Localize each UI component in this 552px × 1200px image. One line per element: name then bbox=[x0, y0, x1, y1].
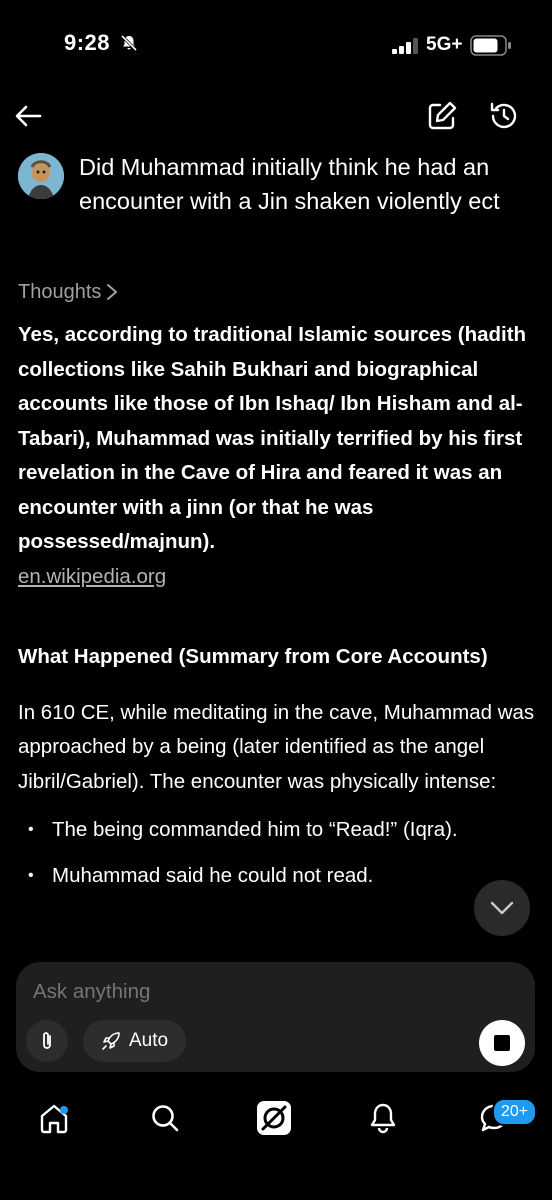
bottom-nav bbox=[0, 1090, 552, 1200]
back-button[interactable] bbox=[12, 100, 44, 132]
home-icon bbox=[38, 1102, 70, 1134]
paperclip-icon bbox=[38, 1030, 56, 1052]
history-button[interactable] bbox=[488, 100, 520, 132]
response-content bbox=[18, 276, 538, 905]
list-item: • Muhammad said he could not read. bbox=[18, 859, 538, 893]
section-paragraph: In 610 CE, while meditating in the cave, Muhammad was approached by a being (later identified as the angel Jibril/Gabriel). The encounter was physically intense: bbox=[18, 700, 535, 793]
nav-home[interactable] bbox=[26, 1090, 82, 1146]
status-bar bbox=[0, 0, 552, 90]
thoughts-label: Thoughts bbox=[18, 281, 102, 303]
attach-button[interactable] bbox=[26, 1020, 68, 1062]
user-avatar bbox=[18, 153, 64, 199]
avatar-image bbox=[18, 153, 64, 199]
signal-icon bbox=[392, 38, 420, 54]
bell-icon bbox=[368, 1102, 398, 1134]
chevron-down-icon bbox=[489, 900, 515, 916]
scroll-down-button[interactable] bbox=[474, 880, 530, 936]
edit-icon bbox=[426, 100, 458, 132]
arrow-left-icon bbox=[14, 104, 42, 128]
mode-label: Auto bbox=[128, 1030, 169, 1051]
edit-button[interactable] bbox=[426, 100, 458, 132]
composer bbox=[16, 962, 535, 1072]
network-type: 5G+ bbox=[426, 34, 463, 55]
user-query: Did Muhammad initially think he had an encounter with a Jin shaken violently ect bbox=[79, 154, 500, 214]
nav-search[interactable] bbox=[137, 1090, 193, 1146]
list-item: • The being commanded him to “Read!” (Iqra). bbox=[18, 813, 538, 847]
bullet-list bbox=[18, 813, 538, 893]
battery-icon bbox=[470, 35, 512, 56]
rocket-icon bbox=[101, 1031, 121, 1051]
search-icon bbox=[150, 1103, 180, 1133]
stop-icon bbox=[494, 1035, 510, 1051]
bell-off-icon bbox=[120, 34, 138, 52]
messages-badge: 20+ bbox=[492, 1098, 537, 1126]
nav-grok[interactable] bbox=[246, 1090, 302, 1146]
section-heading: What Happened (Summary from Core Accounts) bbox=[18, 644, 488, 668]
stop-button[interactable] bbox=[479, 1020, 525, 1066]
grok-icon bbox=[255, 1099, 293, 1137]
ask-input[interactable] bbox=[33, 980, 453, 1004]
answer-text: Yes, according to traditional Islamic sources (hadith collections like Sahih Bukhari and biographical accounts like those of Ibn Ishaq/ Ibn Hisham and al-Tabari), Muhammad was initially terrified by his first revelation in the Cave of Hira and feared it was an encounter with a jinn (or that he was possessed/majnun). bbox=[18, 323, 527, 553]
nav-notifications[interactable] bbox=[355, 1090, 411, 1146]
mode-button[interactable] bbox=[83, 1020, 186, 1062]
status-time: 9:28 bbox=[64, 30, 111, 55]
source-link[interactable]: en.wikipedia.org bbox=[18, 564, 167, 588]
chevron-right-icon bbox=[105, 282, 119, 302]
thoughts-toggle[interactable] bbox=[18, 276, 538, 308]
history-icon bbox=[488, 100, 520, 132]
